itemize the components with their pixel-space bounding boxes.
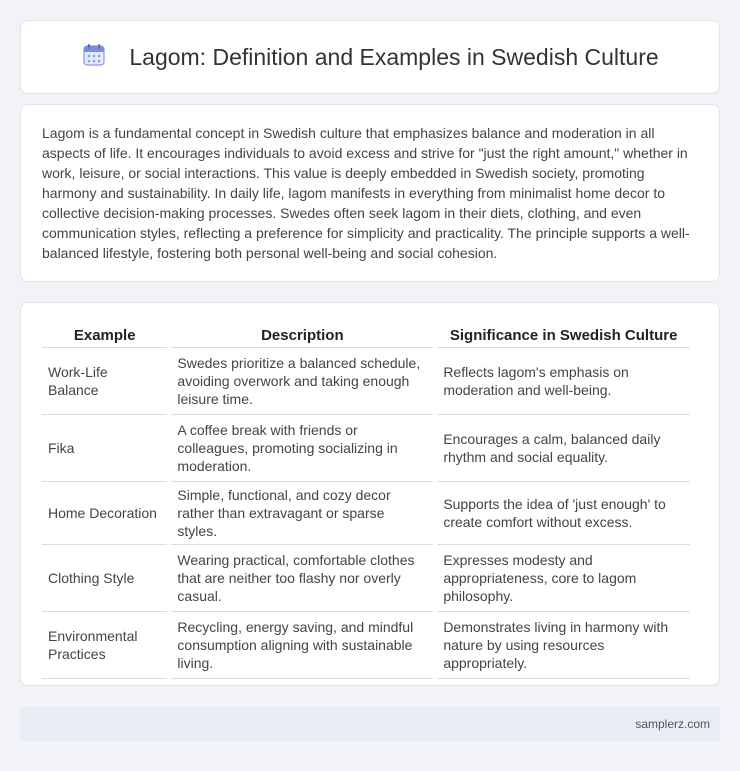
table-row xyxy=(42,348,690,415)
cell-significance: Supports the idea of 'just enough' to create comfort without excess. xyxy=(437,482,690,545)
page-title: Lagom: Definition and Examples in Swedish Culture xyxy=(129,43,659,70)
cell-significance: Expresses modesty and appropriateness, core to lagom philosophy. xyxy=(437,545,690,612)
cell-example: Home Decoration xyxy=(42,482,167,545)
cell-example: Fika xyxy=(42,415,167,482)
cell-significance: Demonstrates living in harmony with nature by using resources appropriately. xyxy=(437,612,690,679)
table-header-row xyxy=(42,323,690,348)
cell-example: Work-Life Balance xyxy=(42,348,167,415)
intro-paragraph: Lagom is a fundamental concept in Swedish culture that emphasizes balance and moderation in all aspects of life. It encourages individuals to avoid excess and strive for "just the right amount," whether in work, leisure, or social interactions. This value is deeply embedded in Swedish society, promoting harmony and sustainability. In daily life, lagom manifests in everything from minimalist home decor to collective decision-making processes. Swedes often seek lagom in their diets, clothing, and even communication styles, reflecting a preference for simplicity and practicality. The principle supports a well-balanced lifestyle, fostering both personal well-being and social cohesion. xyxy=(42,125,690,261)
cell-description: Wearing practical, comfortable clothes that are neither too flashy nor overly casual. xyxy=(171,545,433,612)
header-example: Example xyxy=(42,323,167,348)
cell-description: A coffee break with friends or colleagues, promoting socializing in moderation. xyxy=(171,415,433,482)
header-significance: Significance in Swedish Culture xyxy=(437,323,690,348)
table-row xyxy=(42,415,690,482)
cell-significance: Encourages a calm, balanced daily rhythm and social equality. xyxy=(437,415,690,482)
header-card xyxy=(20,20,720,94)
cell-description: Recycling, energy saving, and mindful consumption aligning with sustainable living. xyxy=(171,612,433,679)
intro-card xyxy=(20,104,720,282)
table-card xyxy=(20,302,720,686)
table-row xyxy=(42,545,690,612)
cell-description: Simple, functional, and cozy decor rather than extravagant or sparse styles. xyxy=(171,482,433,545)
calendar-icon xyxy=(81,42,107,73)
footer-site-link[interactable]: samplerz.com xyxy=(635,717,710,731)
cell-example: Clothing Style xyxy=(42,545,167,612)
header xyxy=(81,42,658,73)
table-row xyxy=(42,612,690,679)
header-description: Description xyxy=(171,323,433,348)
cell-description: Swedes prioritize a balanced schedule, avoiding overwork and taking enough leisure time. xyxy=(171,348,433,415)
table-row xyxy=(42,482,690,545)
cell-significance: Reflects lagom's emphasis on moderation and well-being. xyxy=(437,348,690,415)
cell-example: Environmental Practices xyxy=(42,612,167,679)
examples-table xyxy=(38,323,694,679)
footer xyxy=(20,707,720,741)
